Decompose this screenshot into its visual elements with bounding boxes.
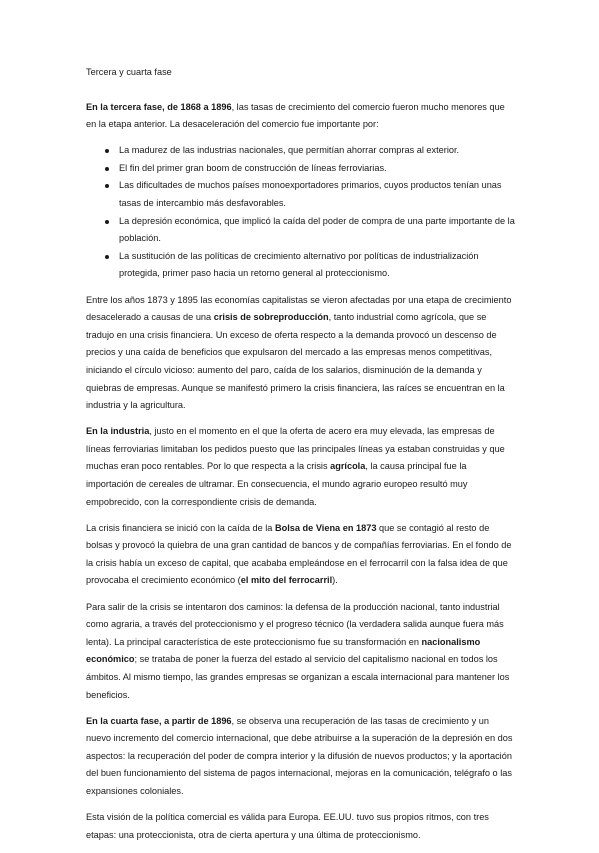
document-body <box>86 64 516 853</box>
paragraph-text: que se contagió al resto de bolsas y provocó la quiebra de una gran cantidad de bancos y de compañías ferroviarias. En el fondo de la crisis había un exceso de capital, que acababa empleándose en el ferrocarril con la falsa idea de que provocaba el crecimiento económico ( <box>86 522 512 586</box>
paragraph-text: , las tasas de crecimiento del comercio fueron mucho menores que en la etapa anterior. La desaceleración del comercio fue importante por: <box>86 101 505 130</box>
list-item <box>86 213 516 248</box>
paragraph-text: Entre los años 1873 y 1895 las economías capitalistas se vieron afectadas por una etapa de crecimiento desacelerado a causas de una <box>86 294 512 323</box>
paragraph-protectionism <box>86 599 516 705</box>
bullet-icon <box>105 255 109 259</box>
emphasis-economic-nationalism: nacionalismo económico <box>86 636 481 665</box>
emphasis-fourth-phase: En la cuarta fase, a partir de 1896 <box>86 715 232 726</box>
emphasis-vienna-stock-exchange: Bolsa de Viena en 1873 <box>274 522 377 533</box>
paragraph-financial-crisis <box>86 520 516 590</box>
list-item-text: El fin del primer gran boom de construcción de líneas ferroviarias. <box>119 162 387 173</box>
list-item-text: La depresión económica, que implicó la caída del poder de compra de una parte importante de la población. <box>119 215 515 244</box>
paragraph-overproduction-crisis <box>86 292 516 415</box>
bullet-icon <box>105 167 109 171</box>
emphasis-agricultural: agrícola <box>330 461 366 472</box>
paragraph-text: , justo en el momento en el que la oferta de acero era muy elevada, las empresas de líneas ferroviarias limitaban los pedidos puesto que las principales líneas ya estaban construidas y que muchas eran poco rentables. Por lo que respecta a la crisis <box>86 426 505 472</box>
emphasis-railway-myth: el mito del ferrocarril <box>240 575 333 586</box>
paragraph-text: , se observa una recuperación de las tasas de crecimiento y un nuevo incremento del comercio internacional, que debe atribuirse a la superación de la depresión en dos aspectos: la recuperación del poder de compra interior y la difusión de nuevos productos; y la aportación del buen funcionamiento del sistema de pagos internacional, mejoras en la comunicación, telégrafo o las expansiones coloniales. <box>86 715 513 796</box>
list-item <box>86 160 516 178</box>
paragraph-text: ; se trataba de poner la fuerza del estado al servicio del capitalismo nacional en todos los ámbitos. Al mismo tiempo, las grandes empresas se organizan a escala internacional para mantener los beneficios. <box>86 654 510 700</box>
paragraph-text: , la causa principal fue la importación de cereales de ultramar. En consecuencia, el mundo agrario europeo resultó muy empobrecido, con la correspondiente crisis de demanda. <box>86 461 468 507</box>
paragraph-third-phase-intro <box>86 99 516 134</box>
bullet-icon <box>105 149 109 153</box>
section-title: Tercera y cuarta fase <box>86 67 172 77</box>
list-item-text: La sustitución de las políticas de crecimiento alternativo por políticas de industrialización protegida, primer paso hacia un retorno general al proteccionismo. <box>119 250 479 279</box>
emphasis-industry: En la industria <box>86 426 150 437</box>
emphasis-overproduction: crisis de sobreproducción <box>213 312 329 323</box>
paragraph-text: Para salir de la crisis se intentaron dos caminos: la defensa de la producción nacional, tanto industrial como agraria, a través del proteccionismo y el progreso técnico (la verdadera salida aunque fuera más lenta). La principal característica de este proteccionismo fue su transformación en <box>86 601 504 647</box>
paragraph-usa: Esta visión de la política comercial es válida para Europa. EE.UU. tuvo sus propios ritmos, con tres etapas: una proteccionista, otra de cierta apertura y una última de proteccionismo. <box>86 812 489 840</box>
list-item <box>86 177 516 212</box>
list-item <box>86 248 516 283</box>
list-item-text: Las dificultades de muchos países monoexportadores primarios, cuyos productos tenían unas tasas de intercambio más desfavorables. <box>119 180 502 209</box>
bullet-icon <box>105 220 109 224</box>
list-item <box>86 142 516 160</box>
emphasis-third-phase: En la tercera fase, de 1868 a 1896 <box>86 101 232 112</box>
paragraph-text: , tanto industrial como agrícola, que se tradujo en una crisis financiera. Un exceso de oferta respecto a la demanda provocó un descenso de precios y una caída de beneficios que expulsaron del mercado a las empresas menos competitivas, iniciando el círculo vicioso: aumento del paro, caída de los salarios, disminución de la demanda y quiebras de empresas. Aunque se manifestó primero la crisis financiera, las raíces se encuentran en la industria y la agricultura. <box>86 312 505 411</box>
paragraph-fourth-phase <box>86 713 516 801</box>
paragraph-text: ). <box>332 575 338 586</box>
paragraph-industry <box>86 423 516 511</box>
list-item-text: La madurez de las industrias nacionales, que permitían ahorrar compras al exterior. <box>119 145 460 156</box>
causes-list <box>86 142 516 283</box>
bullet-icon <box>105 184 109 188</box>
paragraph-text: La crisis financiera se inició con la caída de la <box>86 522 275 533</box>
